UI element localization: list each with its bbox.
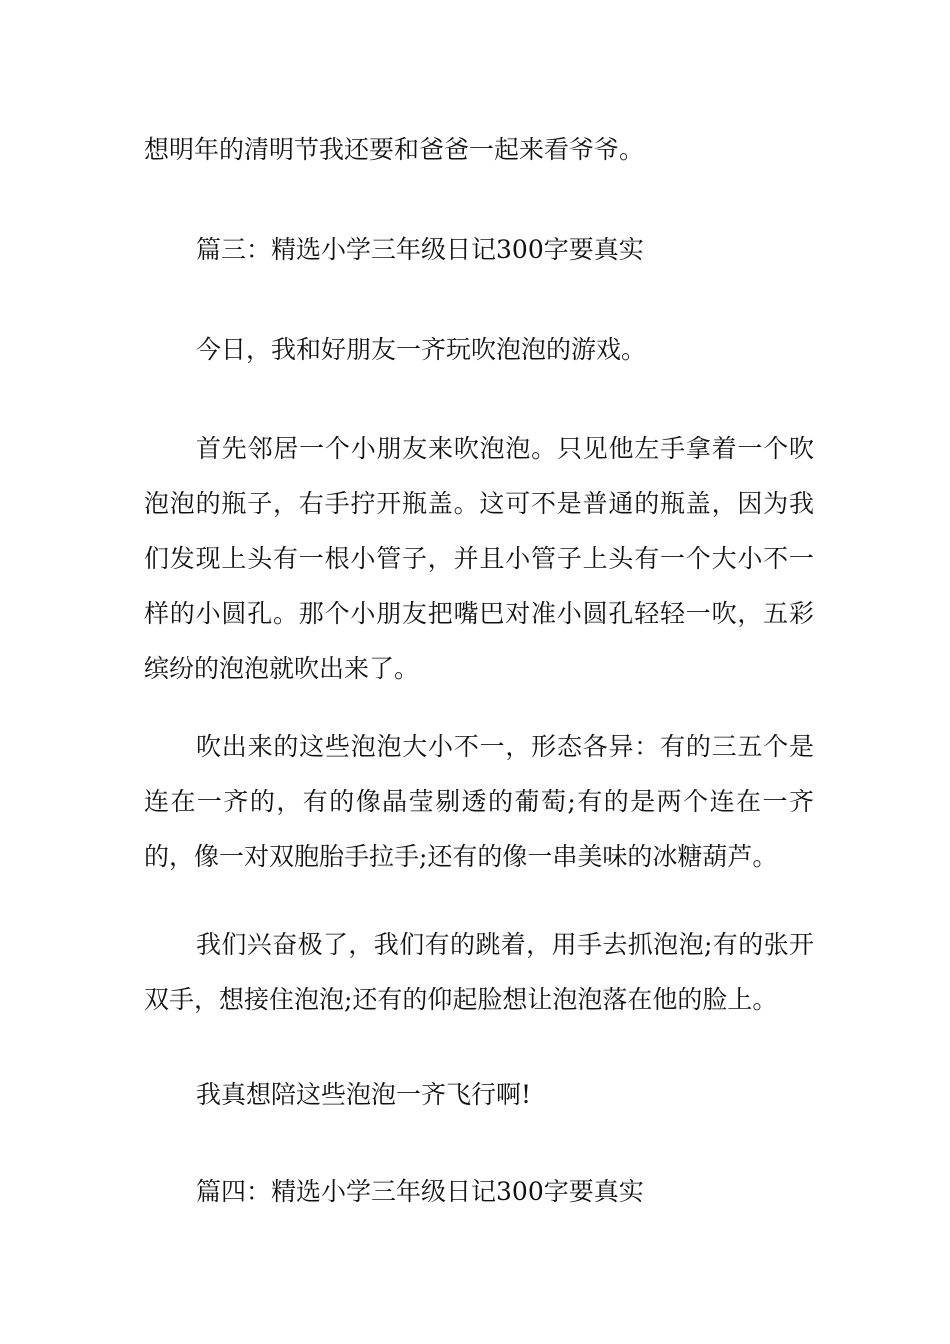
paragraph-wish: 我真想陪这些泡泡一齐飞行啊! bbox=[196, 1080, 532, 1109]
paragraph-excitement: 我们兴奋极了，我们有的跳着，用手去抓泡泡;有的张开双手，想接住泡泡;还有的仰起脸想让泡泡落在他的脸上。 bbox=[144, 930, 814, 1014]
section-heading-3: 篇三：精选小学三年级日记300字要真实 bbox=[196, 235, 644, 264]
paragraph-bubble-shapes: 吹出来的这些泡泡大小不一，形态各异：有的三五个是连在一齐的，有的像晶莹剔透的葡萄;有的是两个连在一齐的，像一对双胞胎手拉手;还有的像一串美味的冰糖葫芦。 bbox=[144, 732, 814, 871]
section-heading-4: 篇四：精选小学三年级日记300字要真实 bbox=[196, 1177, 644, 1206]
paragraph-blowing-bubbles: 首先邻居一个小朋友来吹泡泡。只见他左手拿着一个吹泡泡的瓶子，右手拧开瓶盖。这可不是普通的瓶盖，因为我们发现上头有一根小管子，并且小管子上头有一个大小不一样的小圆孔。那个小朋友把嘴巴对准小圆孔轻轻一吹，五彩缤纷的泡泡就吹出来了。 bbox=[144, 434, 814, 683]
paragraph-continuation: 想明年的清明节我还要和爸爸一起来看爷爷。 bbox=[144, 135, 645, 164]
paragraph-intro: 今日，我和好朋友一齐玩吹泡泡的游戏。 bbox=[196, 335, 647, 364]
